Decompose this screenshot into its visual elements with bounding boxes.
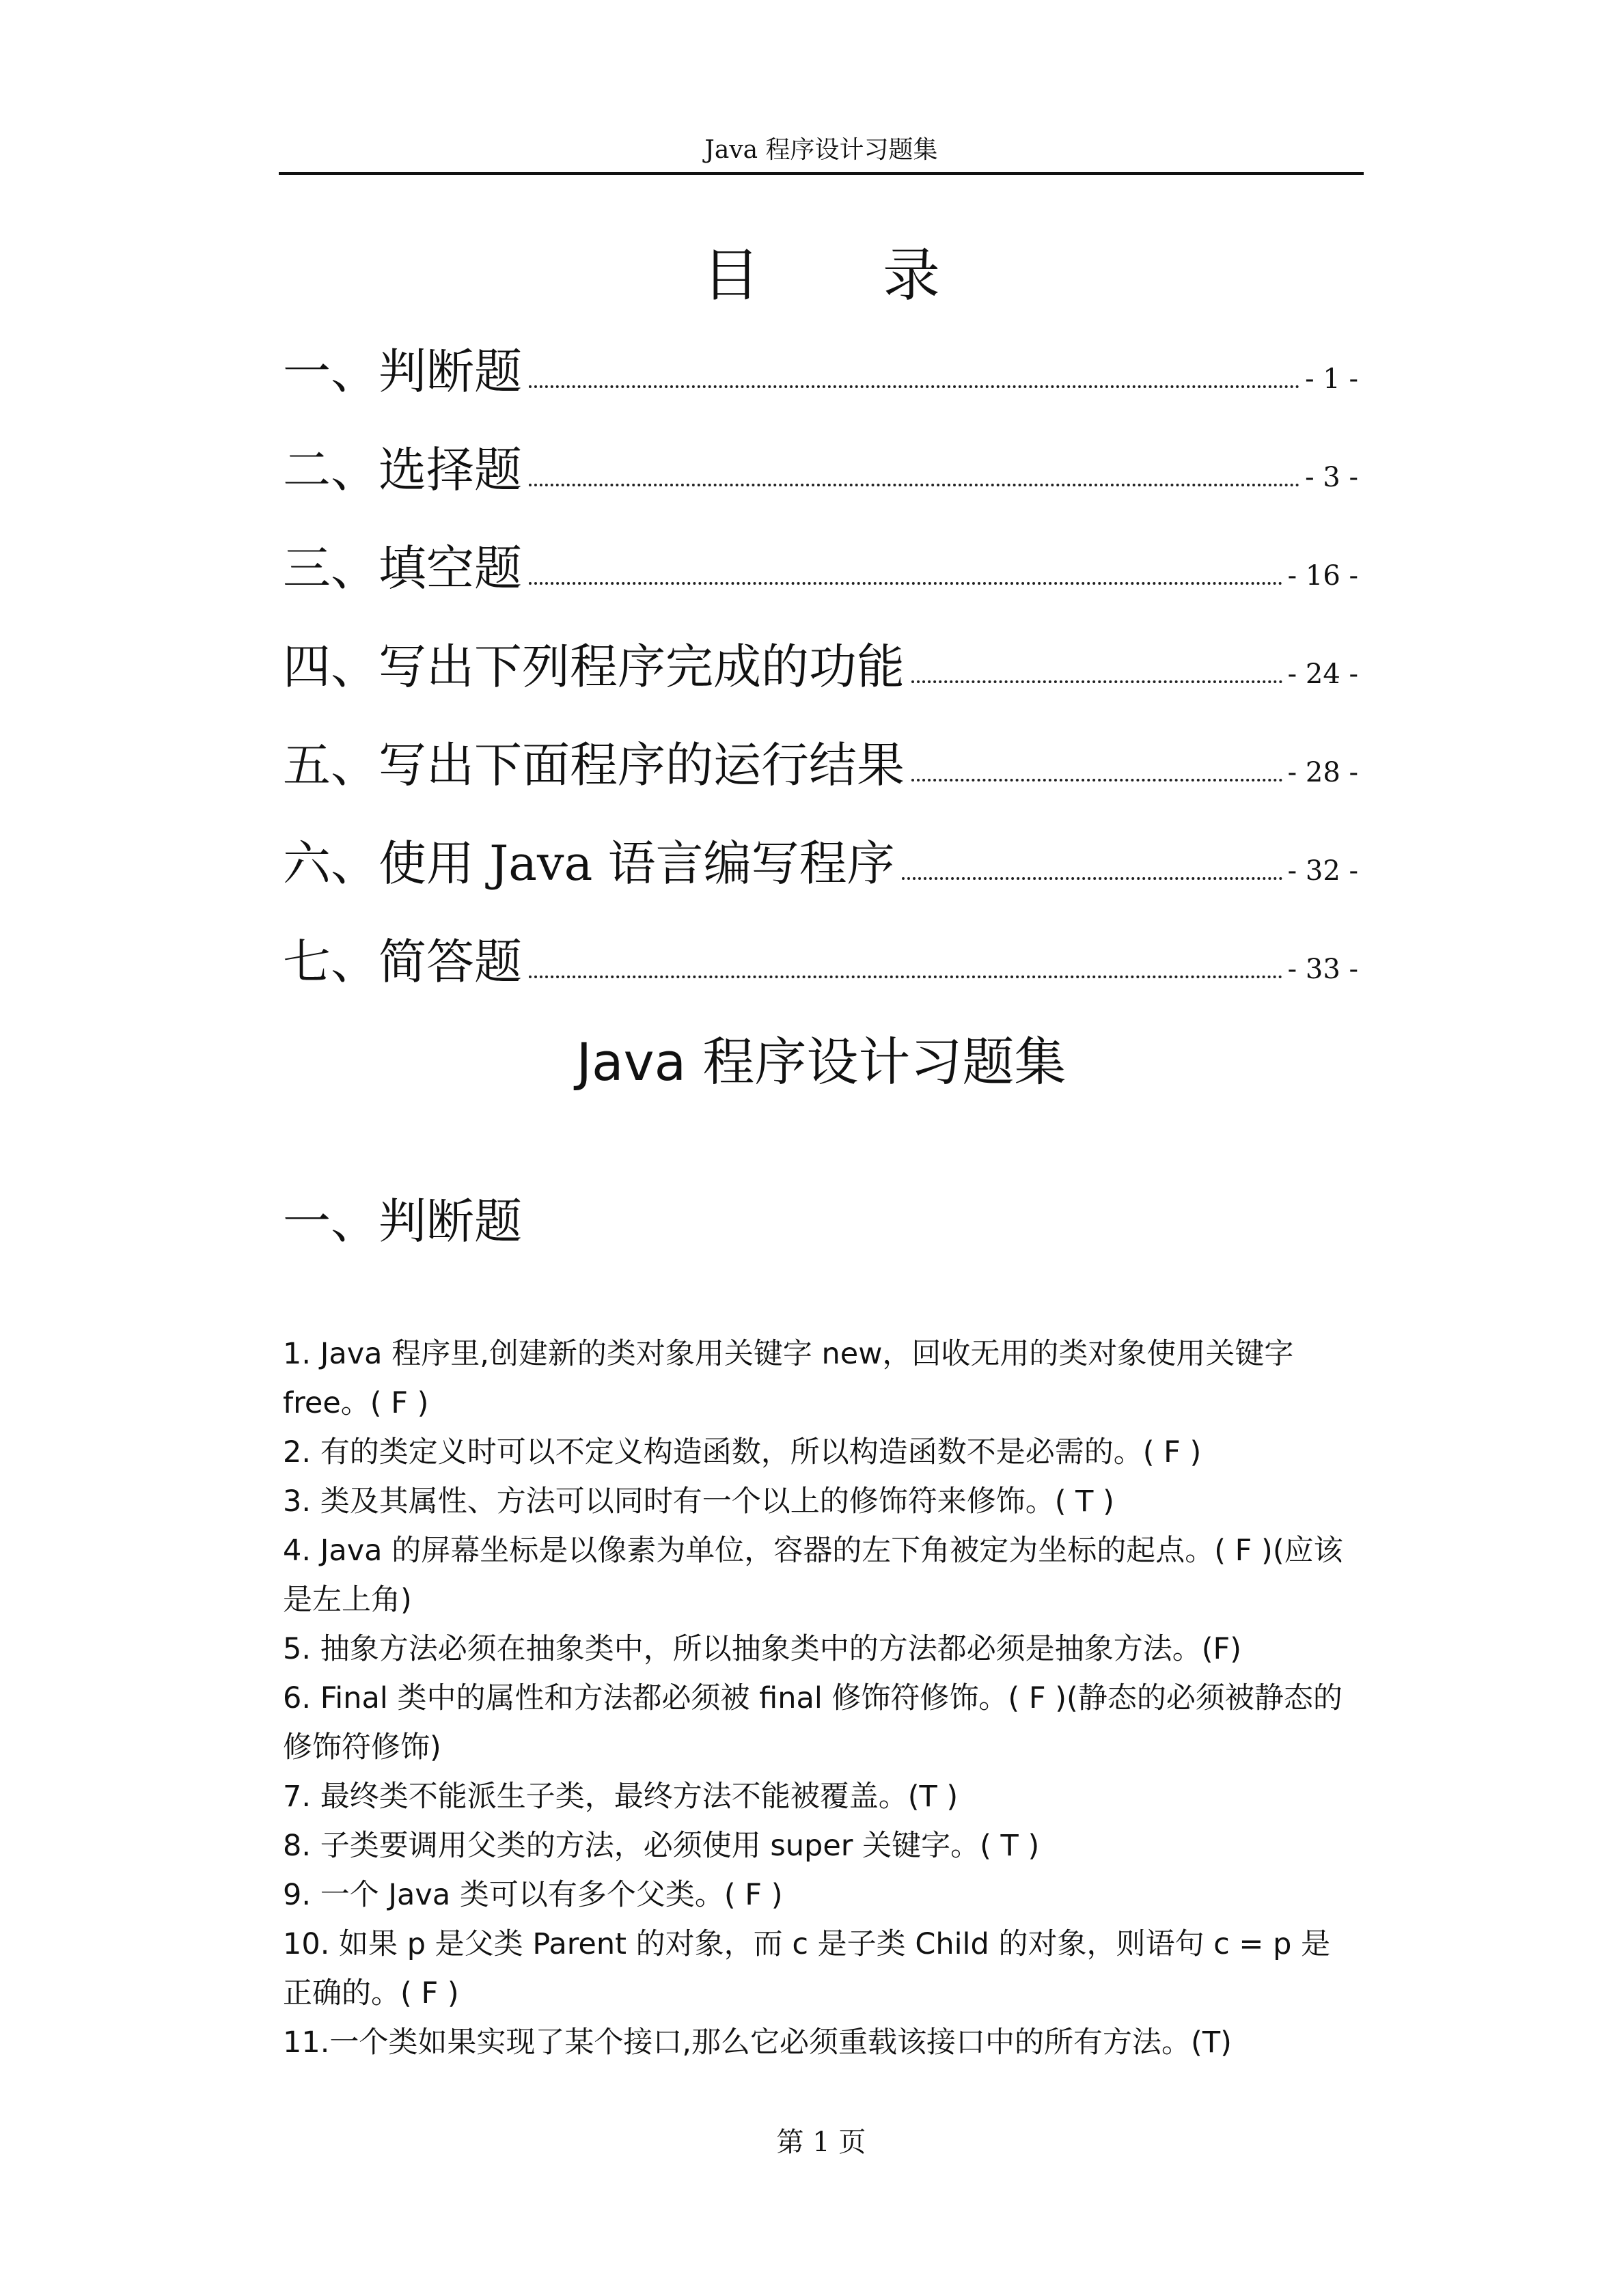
section-heading: 一、判断题 <box>283 1193 522 1249</box>
question-item: 1. Java 程序里,创建新的类对象用关键字 new，回收无用的类对象使用关键字 free。( F ) <box>283 1337 1294 1420</box>
toc-entry[interactable] <box>283 825 1358 924</box>
question-item: 10. 如果 p 是父类 Parent 的对象，而 c 是子类 Child 的对象，则语句 c = p 是正确的。( F ) <box>283 1927 1331 2010</box>
toc-entry[interactable] <box>283 432 1358 530</box>
toc-entry-label: 三、填空题 <box>283 540 522 596</box>
toc-entry-label: 七、简答题 <box>283 934 522 990</box>
toc-dot-leader <box>529 582 1282 585</box>
toc-entry[interactable] <box>283 628 1358 727</box>
question-item: 2. 有的类定义时可以不定义构造函数，所以构造函数不是必需的。( F ) <box>283 1435 1202 1469</box>
question-item: 9. 一个 Java 类可以有多个父类。( F ) <box>283 1878 783 1912</box>
toc-dot-leader <box>911 779 1282 782</box>
question-item: 5. 抽象方法必须在抽象类中，所以抽象类中的方法都必须是抽象方法。(F) <box>283 1632 1241 1666</box>
toc-dot-leader <box>529 385 1299 388</box>
question-item: 7. 最终类不能派生子类，最终方法不能被覆盖。(T ) <box>283 1780 959 1814</box>
toc-entry[interactable] <box>283 924 1358 1022</box>
toc-dot-leader <box>529 976 1282 978</box>
toc-title: 目录 <box>702 242 1063 309</box>
question-item: 4. Java 的屏幕坐标是以像素为单位，容器的左下角被定为坐标的起点。( F )(应该是左上角) <box>283 1534 1343 1617</box>
question-item: 11.一个类如果实现了某个接口,那么它必须重载该接口中的所有方法。(T) <box>283 2025 1232 2060</box>
toc-entry-label: 五、写出下面程序的运行结果 <box>283 737 905 793</box>
page-number-footer: 第 1 页 <box>776 2127 866 2158</box>
toc-entry[interactable] <box>283 727 1358 825</box>
document-title: Java 程序设计习题集 <box>576 1032 1066 1092</box>
toc-entry-page: - 32 - <box>1287 855 1358 887</box>
toc-entry-page: - 33 - <box>1287 954 1358 985</box>
toc-entry-label: 六、使用 Java 语言编写程序 <box>283 835 895 891</box>
question-item: 8. 子类要调用父类的方法，必须使用 super 关键字。( T ) <box>283 1829 1040 1863</box>
toc-entry[interactable] <box>283 333 1358 432</box>
toc-entry-page: - 16 - <box>1287 560 1358 592</box>
toc-entry-label: 四、写出下列程序完成的功能 <box>283 639 905 695</box>
toc-entry-page: - 3 - <box>1305 462 1358 493</box>
table-of-contents <box>283 333 1358 1022</box>
toc-dot-leader <box>529 484 1299 486</box>
toc-dot-leader <box>902 877 1282 880</box>
toc-entry-label: 二、选择题 <box>283 442 522 498</box>
toc-entry[interactable] <box>283 530 1358 628</box>
running-header: Java 程序设计习题集 <box>704 136 938 164</box>
toc-dot-leader <box>911 680 1282 683</box>
question-list <box>283 1329 1360 2067</box>
question-item: 6. Final 类中的属性和方法都必须被 final 修饰符修饰。( F )(静态的必须被静态的修饰符修饰) <box>283 1681 1343 1765</box>
toc-entry-page: - 24 - <box>1287 659 1358 690</box>
header-divider <box>279 172 1364 175</box>
toc-entry-label: 一、判断题 <box>283 344 522 400</box>
question-item: 3. 类及其属性、方法可以同时有一个以上的修饰符来修饰。( T ) <box>283 1484 1114 1519</box>
toc-entry-page: - 1 - <box>1305 363 1358 395</box>
toc-entry-page: - 28 - <box>1287 757 1358 788</box>
